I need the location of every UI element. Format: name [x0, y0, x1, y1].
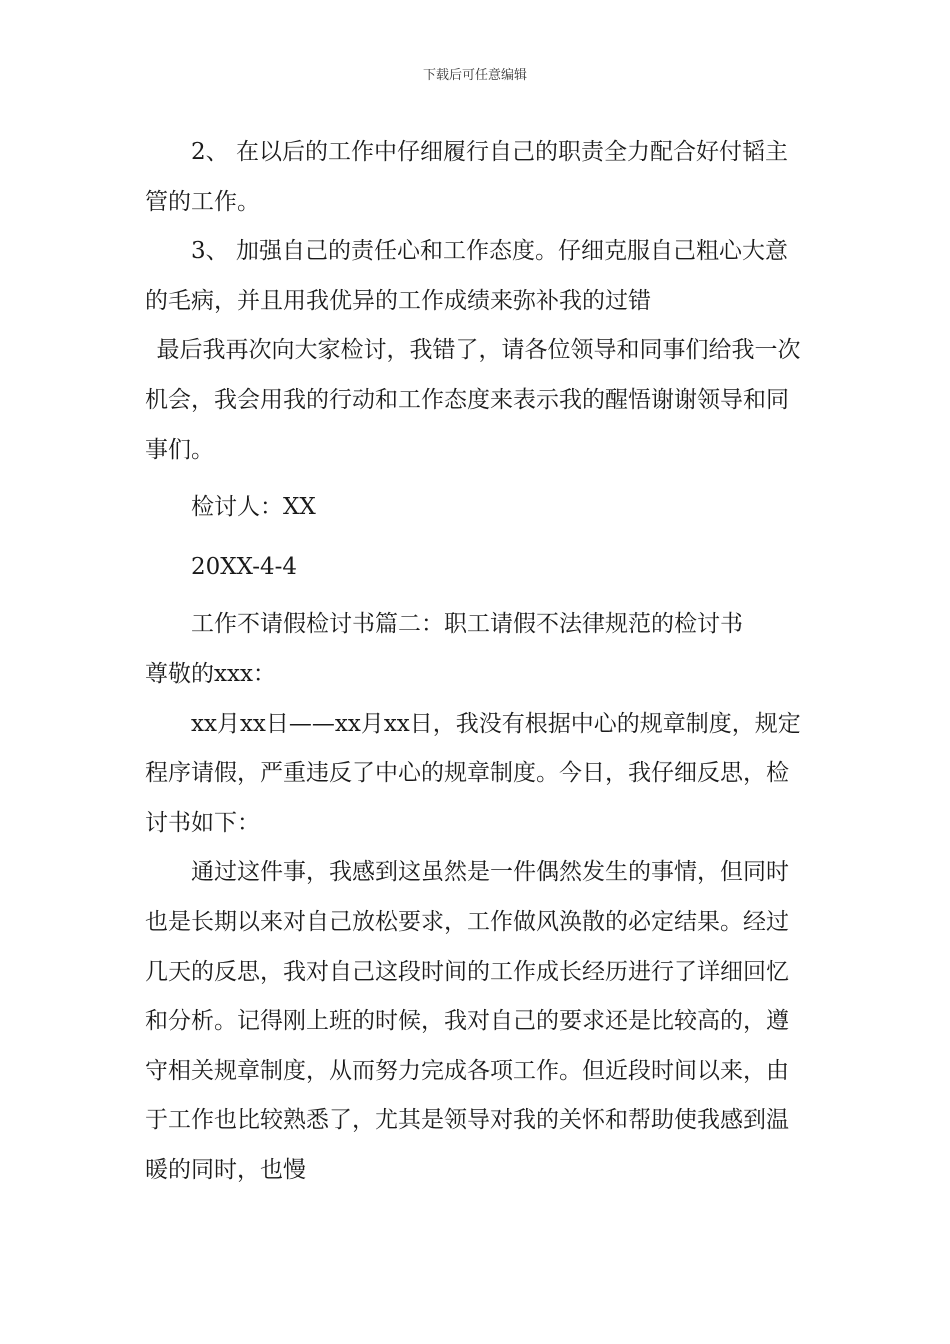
paragraph-item-3: 3、 加强自己的责任心和工作态度。仔细克服自己粗心大意的毛病，并且用我优异的工作成绩来弥补我的过错	[145, 238, 788, 314]
salutation: 尊敬的xxx：	[145, 660, 276, 687]
page-header: 下载后可任意编辑	[422, 68, 527, 83]
signer-line: 检讨人：XX	[191, 494, 316, 521]
date-line: 20XX-4-4	[191, 553, 298, 580]
paragraph-reflection: 通过这件事，我感到这虽然是一件偶然发生的事情，但同时也是长期以来对自己放松要求，工作做风涣散的必定结果。经过几天的反思，我对自己这段时间的工作成长经历进行了详细回忆和分析。记得刚上班的时候，我对自己的要求还是比较高的，遵守相关规章制度，从而努力完成各项工作。但近段时间以来，由于工作也比较熟悉了，尤其是领导对我的关怀和帮助使我感到温暖的同时，也慢	[145, 859, 789, 1183]
paragraph-item-2: 2、 在以后的工作中仔细履行自己的职责全力配合好付韬主管的工作。	[145, 139, 788, 215]
paragraph-closing: 最后我再次向大家检讨，我错了，请各位领导和同事们给我一次机会，我会用我的行动和工作态度来表示我的醒悟谢谢领导和同事们。	[145, 337, 801, 463]
document-body	[145, 128, 810, 1195]
paragraph-dates: xx月xx日——xx月xx日，我没有根据中心的规章制度，规定程序请假，严重违反了中心的规章制度。今日，我仔细反思，检讨书如下：	[145, 710, 801, 836]
section-title: 工作不请假检讨书篇二：职工请假不法律规范的检讨书	[191, 611, 743, 638]
